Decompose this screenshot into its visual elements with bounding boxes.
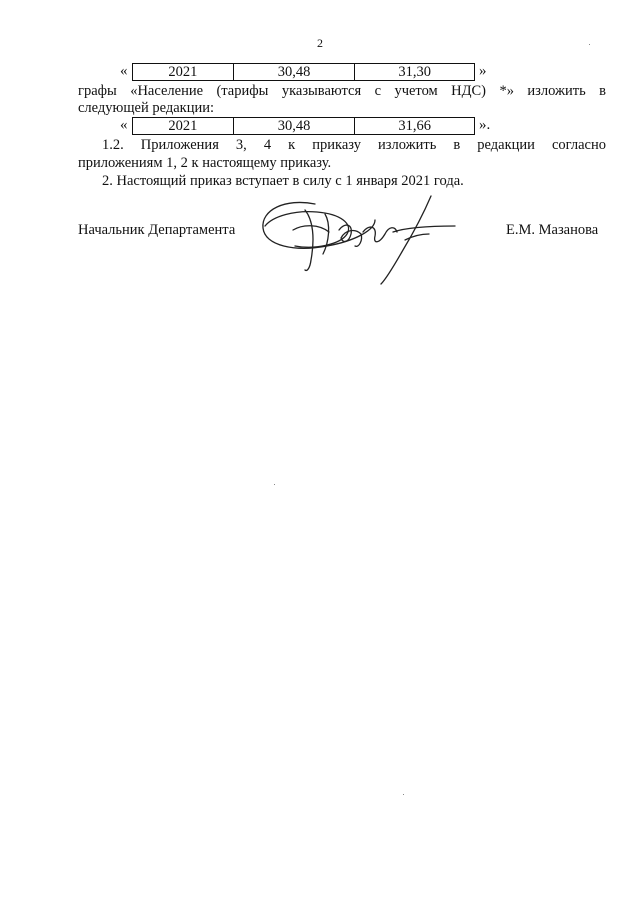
paragraph-line: графы «Население (тарифы указываются с учетом НДС) *» изложить в: [78, 83, 606, 99]
tariff-table-row: [132, 63, 475, 81]
signer-position: Начальник Департамента: [78, 222, 236, 238]
paragraph-line: 1.2. Приложения 3, 4 к приказу изложить в редакции согласно: [102, 137, 606, 153]
tariff-cell: 31,66: [398, 118, 432, 134]
page-number: 2: [317, 36, 323, 50]
close-quote: »: [479, 63, 487, 79]
paragraph-line: 2. Настоящий приказ вступает в силу с 1 января 2021 года.: [102, 173, 464, 189]
tariff-table-row: [132, 117, 475, 135]
signer-name: Е.М. Мазанова: [506, 222, 599, 238]
year-cell: 2021: [133, 118, 234, 134]
tariff-cell: 30,48: [234, 118, 356, 134]
open-quote: «: [120, 63, 128, 79]
open-quote: «: [120, 117, 128, 133]
tariff-cell: 31,30: [398, 64, 432, 80]
handwritten-signature: [255, 190, 465, 290]
close-quote: ».: [479, 117, 491, 133]
year-cell: 2021: [133, 64, 234, 80]
paragraph-line: следующей редакции:: [78, 100, 215, 116]
scan-speck: [403, 794, 404, 795]
scan-speck: [274, 484, 275, 485]
tariff-cell: 30,48: [234, 64, 356, 80]
scan-speck: [589, 44, 590, 45]
paragraph-line: приложениям 1, 2 к настоящему приказу.: [78, 155, 332, 171]
